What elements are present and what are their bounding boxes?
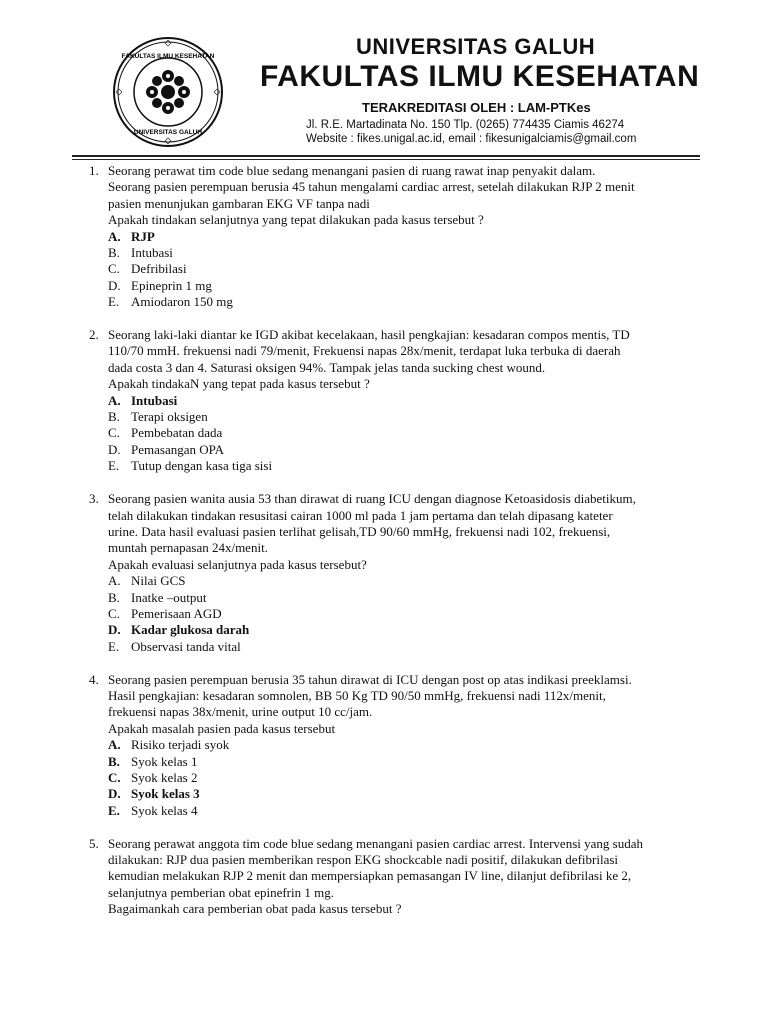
question-text-line: Seorang pasien perempuan berusia 35 tahun dirawat di ICU dengan post op atas indikasi preeklamsi. (108, 671, 632, 687)
question-text-line: Apakah evaluasi selanjutnya pada kasus tersebut? (108, 556, 367, 572)
answer-option (108, 409, 630, 425)
question-text-line: pasien menunjukan gambaran EKG VF tanpa nadi (108, 195, 370, 211)
answer-option (108, 278, 635, 294)
question-number: 5. (89, 835, 99, 851)
question-1 (89, 163, 689, 311)
option-letter: A. (108, 737, 121, 753)
option-letter: E. (108, 294, 120, 310)
option-letter: D. (108, 441, 121, 457)
question-text-line: dada costa 3 dan 4. Saturasi oksigen 94%. Tampak jelas tanda sucking chest wound. (108, 359, 546, 375)
answer-option (108, 261, 635, 277)
question-text-line: dilakukan: RJP dua pasien memberikan respon EKG shockcable nadi positif, dilakukan defibrilasi (108, 852, 619, 867)
question-text-line: Seorang pasien wanita ausia 53 than dirawat di ruang ICU dengan diagnose Ketoasidosis diabetikum, (108, 491, 636, 507)
option-letter: D. (108, 786, 121, 802)
question-text-line: Bagaimankah cara pemberian obat pada kasus tersebut ? (108, 901, 402, 917)
option-letter: B. (108, 409, 120, 425)
faculty-name: FAKULTAS ILMU KESEHATAN (260, 60, 700, 93)
option-letter: E. (108, 802, 120, 818)
question-text-line: Seorang perawat tim code blue sedang menangani pasien di ruang rawat inap penyakit dalam. (108, 163, 596, 178)
answer-option (108, 639, 636, 655)
option-letter: A. (108, 228, 121, 244)
answer-option (108, 393, 630, 409)
option-text: Pemasangan OPA (131, 441, 225, 457)
question-number: 1. (89, 163, 99, 178)
answer-option (108, 622, 636, 638)
answer-option (108, 229, 635, 245)
option-letter: C. (108, 605, 120, 621)
option-letter: D. (108, 277, 121, 293)
question-text-line: telah dilakukan tindakan resusitasi cairan 1000 ml pada 1 jam pertama dan telah dipasang kateter (108, 507, 613, 523)
question-5 (89, 836, 689, 918)
answer-option (108, 458, 630, 474)
question-number: 3. (89, 491, 99, 507)
option-letter: C. (108, 261, 120, 277)
answer-option (108, 786, 632, 802)
svg-text:FAKULTAS ILMU KESEHATAN: FAKULTAS ILMU KESEHATAN (121, 53, 215, 60)
question-number: 4. (89, 671, 99, 687)
answer-option (108, 803, 632, 819)
question-text-line: Hasil pengkajian: kesadaran somnolen, BB 50 Kg TD 90/50 mmHg, frekuensi nadi 112x/menit, (108, 687, 606, 703)
question-text-line: frekuensi napas 38x/menit, urine output 10 cc/jam. (108, 704, 373, 720)
answer-option (108, 737, 632, 753)
option-text: RJP (131, 228, 155, 244)
option-text: Observasi tanda vital (131, 638, 241, 654)
university-name: UNIVERSITAS GALUH (356, 34, 596, 59)
option-text: Intubasi (131, 392, 178, 408)
question-text-line: Seorang laki-laki diantar ke IGD akibat kecelakaan, hasil pengkajian: kesadaran compos mentis, TD (108, 327, 630, 343)
option-letter: C. (108, 769, 121, 785)
option-letter: B. (108, 753, 120, 769)
answer-option (108, 754, 632, 770)
option-text: Nilai GCS (131, 573, 186, 589)
option-letter: C. (108, 425, 120, 441)
option-text: Syok kelas 1 (131, 753, 198, 769)
answer-option (108, 606, 636, 622)
option-letter: A. (108, 573, 121, 589)
question-text-line: Apakah tindakaN yang tepat pada kasus tersebut ? (108, 376, 370, 392)
question-list (89, 163, 689, 934)
question-text-line: urine. Data hasil evaluasi pasien terlihat gelisah,TD 90/60 mmHg, frekuensi nadi 102, frekuensi, (108, 523, 611, 539)
option-letter: D. (108, 622, 121, 638)
website-text: Website : fikes.unigal.ac.id, email : fikesunigalciamis@gmail.com (306, 133, 637, 145)
option-letter: B. (108, 589, 120, 605)
question-number: 2. (89, 327, 99, 343)
letterhead (0, 0, 768, 160)
question-text-line: Seorang pasien perempuan berusia 45 tahun mengalami cardiac arrest, setelah dilakukan RJP 2 menit (108, 179, 635, 195)
header-divider (72, 155, 700, 157)
option-letter: E. (108, 638, 120, 654)
answer-option (108, 590, 636, 606)
answer-option (108, 294, 635, 310)
option-text: Risiko terjadi syok (131, 737, 230, 753)
accreditation-text: TERAKREDITASI OLEH : LAM-PTKes (362, 100, 591, 115)
answer-option (108, 245, 635, 261)
option-text: Amiodaron 150 mg (131, 294, 233, 310)
question-text-line: Apakah masalah pasien pada kasus tersebut (108, 720, 336, 736)
option-text: Defribilasi (131, 261, 187, 277)
option-text: Pemerisaan AGD (131, 605, 222, 621)
answer-option (108, 425, 630, 441)
option-letter: A. (108, 392, 121, 408)
option-text: Kadar glukosa darah (131, 622, 250, 638)
question-text-line: Seorang perawat anggota tim code blue sedang menangani pasien cardiac arrest. Intervensi yang sudah (108, 835, 643, 851)
question-3 (89, 491, 689, 655)
question-text-line: muntah pernapasan 24x/menit. (108, 540, 268, 556)
option-text: Intubasi (131, 245, 173, 261)
address-text: Jl. R.E. Martadinata No. 150 Tlp. (0265) 774435 Ciamis 46274 (306, 119, 625, 131)
question-2 (89, 327, 689, 475)
header-divider-thin (72, 159, 700, 160)
question-text-line: selanjutnya pemberian obat epinefrin 1 mg. (108, 884, 334, 900)
option-text: Inatke –output (131, 589, 207, 605)
question-text-line: Apakah tindakan selanjutnya yang tepat dilakukan pada kasus tersebut ? (108, 212, 484, 228)
option-text: Tutup dengan kasa tiga sisi (131, 458, 273, 474)
option-letter: E. (108, 458, 120, 474)
option-text: Pembebatan dada (131, 425, 223, 441)
university-seal-logo (112, 36, 224, 148)
option-text: Syok kelas 3 (131, 786, 200, 802)
option-letter: B. (108, 245, 120, 261)
question-text-line: 110/70 mmH. frekuensi nadi 79/menit, Frekuensi napas 28x/menit, terdapat luka terbuka di daerah (108, 343, 621, 359)
option-text: Epineprin 1 mg (131, 277, 212, 293)
svg-text:UNIVERSITAS GALUH: UNIVERSITAS GALUH (133, 129, 203, 136)
option-text: Syok kelas 2 (131, 769, 198, 785)
option-text: Syok kelas 4 (131, 802, 198, 818)
question-text-line: kemudian melakukan RJP 2 menit dan mempersiapkan pemasangan IV line, dilanjut defibrilasi ke 2, (108, 868, 632, 884)
answer-option (108, 573, 636, 589)
question-4 (89, 672, 689, 820)
answer-option (108, 770, 632, 786)
option-text: Terapi oksigen (131, 409, 208, 425)
answer-option (108, 442, 630, 458)
